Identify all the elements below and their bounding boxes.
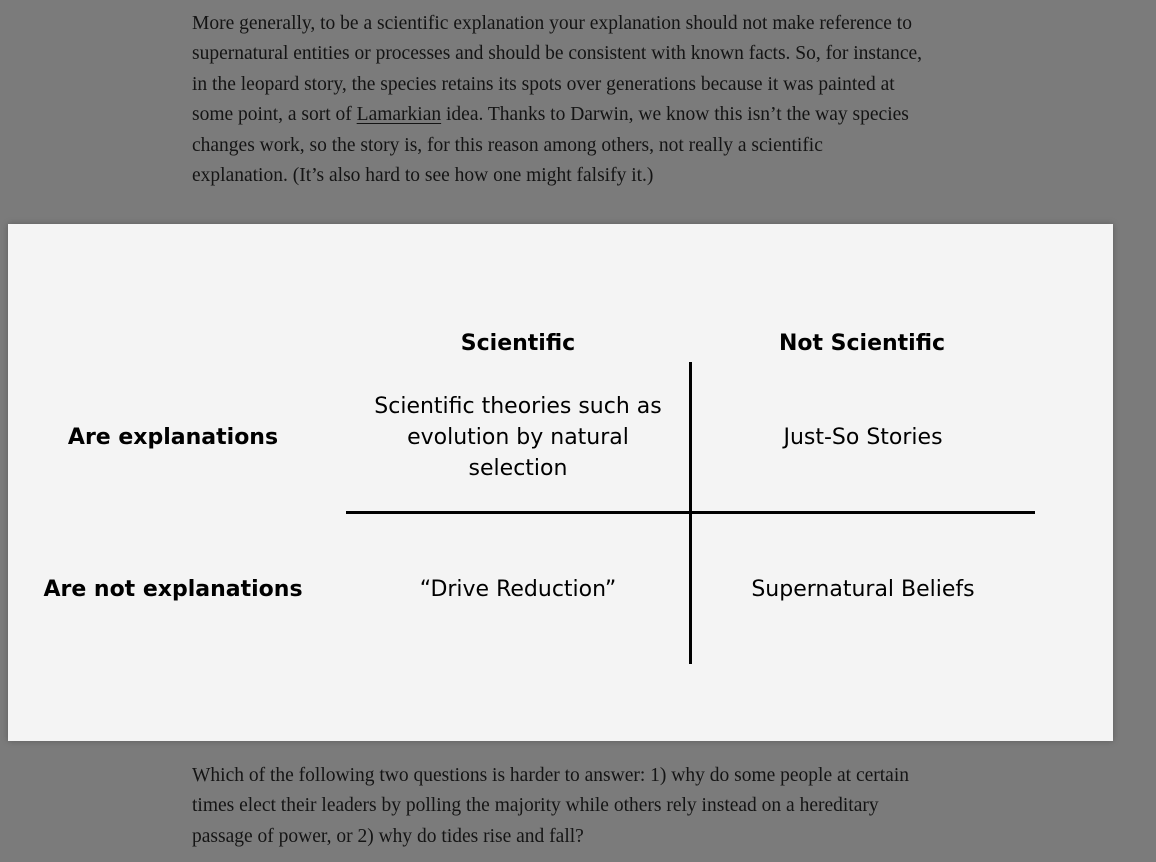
horizontal-divider xyxy=(346,511,1035,514)
image-lightbox[interactable] xyxy=(8,224,1113,741)
lamarkian-link[interactable]: Lamarkian xyxy=(356,104,442,126)
cell-supernatural-beliefs: Supernatural Beliefs xyxy=(751,576,975,602)
cell-drive-reduction: “Drive Reduction” xyxy=(419,576,617,602)
explanation-matrix-figure xyxy=(8,224,1113,741)
cell-scientific-explanations: Scientific theories such as evolution by natural selection xyxy=(374,393,662,481)
col-header-not-scientific: Not Scientific xyxy=(778,330,946,356)
cell-just-so-stories: Just-So Stories xyxy=(783,424,943,450)
col-header-scientific: Scientific xyxy=(460,330,576,356)
row-header-are-explanations: Are explanations xyxy=(67,424,279,450)
row-header-are-not-explanations: Are not explanations xyxy=(43,576,303,602)
paragraph-text-continued: idea. Thanks to Darwin, we know this isn’t the way species changes work, so the story is, for this reason among others, not really a scientific explanation. (It’s also hard to see how one might falsify it.) xyxy=(192,104,909,187)
article-paragraph-question: Which of the following two questions is harder to answer: 1) why do some people at certain times elect their leaders by polling the majority while others rely instead on a hereditary passage of power, or 2) why do tides rise and fall? xyxy=(192,765,909,847)
article-paragraph xyxy=(192,9,922,191)
paragraph-text: More generally, to be a scientific explanation your explanation should not make reference to supernatural entities or processes and should be consistent with known facts. So, for instance, in the leopard story, the species retains its spots over generations because it was painted at some point, a sort of xyxy=(192,13,923,126)
